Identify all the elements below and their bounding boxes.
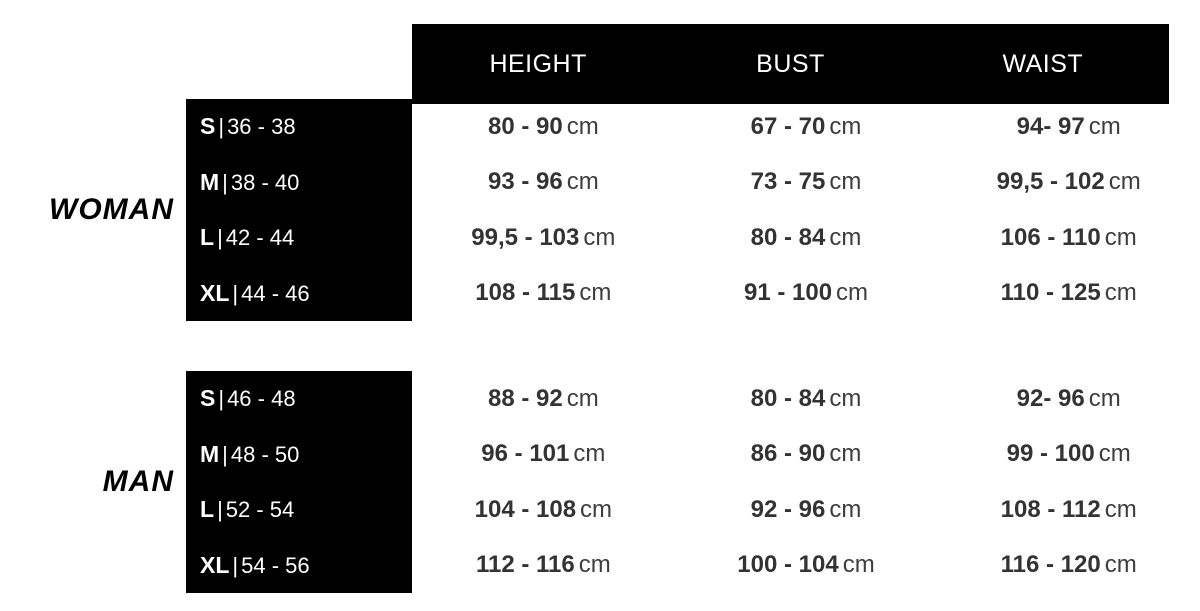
cell-bust	[675, 385, 938, 413]
size-range: 46 - 48	[227, 386, 296, 412]
bust-unit: cm	[829, 223, 862, 251]
bust-unit: cm	[836, 279, 869, 307]
column-header-waist: WAIST	[1002, 49, 1084, 78]
size-code: XL	[200, 551, 230, 578]
size-separator: |	[232, 280, 239, 306]
bust-value: 73 - 75	[750, 168, 826, 196]
cell-size	[0, 224, 412, 251]
size-range: 52 - 54	[225, 497, 295, 523]
waist-value: 99 - 100	[1006, 440, 1095, 468]
size-range: 36 - 38	[227, 114, 296, 140]
cell-waist	[937, 440, 1200, 468]
table-row	[0, 371, 1200, 427]
bust-unit: cm	[829, 384, 862, 412]
column-header-height: HEIGHT	[489, 49, 587, 78]
height-value: 96 - 101	[481, 440, 570, 468]
bust-value: 86 - 90	[750, 440, 826, 468]
cell-size	[0, 552, 412, 579]
size-code: M	[200, 440, 220, 467]
height-value: 104 - 108	[474, 495, 577, 523]
bust-unit: cm	[829, 495, 862, 523]
waist-value: 116 - 120	[1000, 551, 1101, 579]
cell-size	[0, 441, 412, 468]
waist-value: 94- 97	[1016, 112, 1085, 140]
size-code: L	[200, 224, 215, 251]
cell-waist	[937, 551, 1200, 579]
table-row	[0, 155, 1200, 211]
size-code: S	[200, 113, 216, 140]
waist-unit: cm	[1108, 168, 1141, 196]
size-code: M	[200, 168, 220, 195]
height-unit: cm	[580, 495, 613, 523]
bust-value: 67 - 70	[750, 112, 826, 140]
size-range: 54 - 56	[241, 552, 310, 578]
bust-value: 80 - 84	[750, 223, 826, 251]
height-value: 80 - 90	[487, 112, 563, 140]
waist-value: 92- 96	[1016, 384, 1085, 412]
bust-unit: cm	[842, 551, 875, 579]
height-unit: cm	[583, 223, 616, 251]
height-unit: cm	[573, 440, 606, 468]
table-row	[0, 482, 1200, 538]
cell-waist	[937, 224, 1200, 252]
size-separator: |	[232, 552, 239, 578]
waist-unit: cm	[1104, 551, 1137, 579]
cell-height	[412, 385, 675, 413]
height-unit: cm	[566, 384, 599, 412]
bust-value: 91 - 100	[743, 279, 833, 307]
waist-unit: cm	[1088, 384, 1121, 412]
waist-unit: cm	[1104, 223, 1137, 251]
cell-bust	[675, 224, 938, 252]
waist-value: 99,5 - 102	[996, 168, 1105, 196]
waist-unit: cm	[1104, 495, 1137, 523]
waist-value: 108 - 112	[1000, 495, 1101, 523]
height-value: 108 - 115	[475, 279, 576, 307]
size-separator: |	[217, 225, 223, 251]
size-section-woman	[0, 99, 1200, 321]
group-label-man: MAN	[102, 465, 174, 498]
height-unit: cm	[566, 168, 599, 196]
size-rows-man	[0, 371, 1200, 593]
group-label-woman: WOMAN	[49, 193, 174, 226]
waist-unit: cm	[1098, 440, 1131, 468]
cell-height	[412, 551, 675, 579]
cell-size	[0, 113, 412, 140]
bust-value: 80 - 84	[750, 384, 826, 412]
height-value: 99,5 - 103	[471, 223, 580, 251]
size-code: XL	[200, 279, 230, 306]
height-value: 112 - 116	[475, 551, 575, 579]
size-code: S	[200, 385, 216, 412]
cell-waist	[937, 113, 1200, 141]
height-unit: cm	[578, 551, 611, 579]
cell-waist	[937, 279, 1200, 307]
cell-height	[412, 224, 675, 252]
cell-waist	[937, 496, 1200, 524]
table-row	[0, 99, 1200, 155]
table-header-row	[412, 24, 1169, 104]
table-row	[0, 266, 1200, 322]
height-unit: cm	[579, 279, 612, 307]
cell-height	[412, 279, 675, 307]
height-value: 93 - 96	[487, 168, 563, 196]
cell-waist	[937, 385, 1200, 413]
size-separator: |	[217, 497, 223, 523]
size-separator: |	[222, 169, 228, 195]
cell-height	[412, 440, 675, 468]
size-separator: |	[222, 441, 228, 467]
size-range: 48 - 50	[230, 441, 300, 467]
cell-bust	[675, 168, 938, 196]
bust-value: 100 - 104	[737, 551, 839, 579]
size-range: 42 - 44	[225, 225, 295, 251]
bust-value: 92 - 96	[750, 495, 826, 523]
bust-unit: cm	[829, 168, 862, 196]
waist-unit: cm	[1088, 112, 1121, 140]
size-section-man	[0, 371, 1200, 593]
table-row	[0, 210, 1200, 266]
height-unit: cm	[566, 112, 599, 140]
waist-unit: cm	[1104, 279, 1137, 307]
size-rows-woman	[0, 99, 1200, 321]
cell-size	[0, 280, 412, 307]
bust-unit: cm	[829, 440, 862, 468]
waist-value: 106 - 110	[1000, 223, 1101, 251]
cell-bust	[675, 496, 938, 524]
cell-size	[0, 385, 412, 412]
size-range: 44 - 46	[241, 280, 310, 306]
table-row	[0, 538, 1200, 594]
bust-unit: cm	[829, 112, 862, 140]
height-value: 88 - 92	[487, 384, 563, 412]
size-separator: |	[218, 114, 225, 140]
cell-height	[412, 168, 675, 196]
column-header-bust: BUST	[756, 49, 825, 78]
cell-height	[412, 496, 675, 524]
cell-bust	[675, 279, 938, 307]
table-row	[0, 427, 1200, 483]
cell-bust	[675, 440, 938, 468]
cell-bust	[675, 113, 938, 141]
cell-size	[0, 496, 412, 523]
size-range: 38 - 40	[230, 169, 300, 195]
cell-height	[412, 113, 675, 141]
size-separator: |	[218, 386, 225, 412]
cell-size	[0, 169, 412, 196]
cell-bust	[675, 551, 938, 579]
waist-value: 110 - 125	[1000, 279, 1101, 307]
cell-waist	[937, 168, 1200, 196]
size-code: L	[200, 496, 215, 523]
